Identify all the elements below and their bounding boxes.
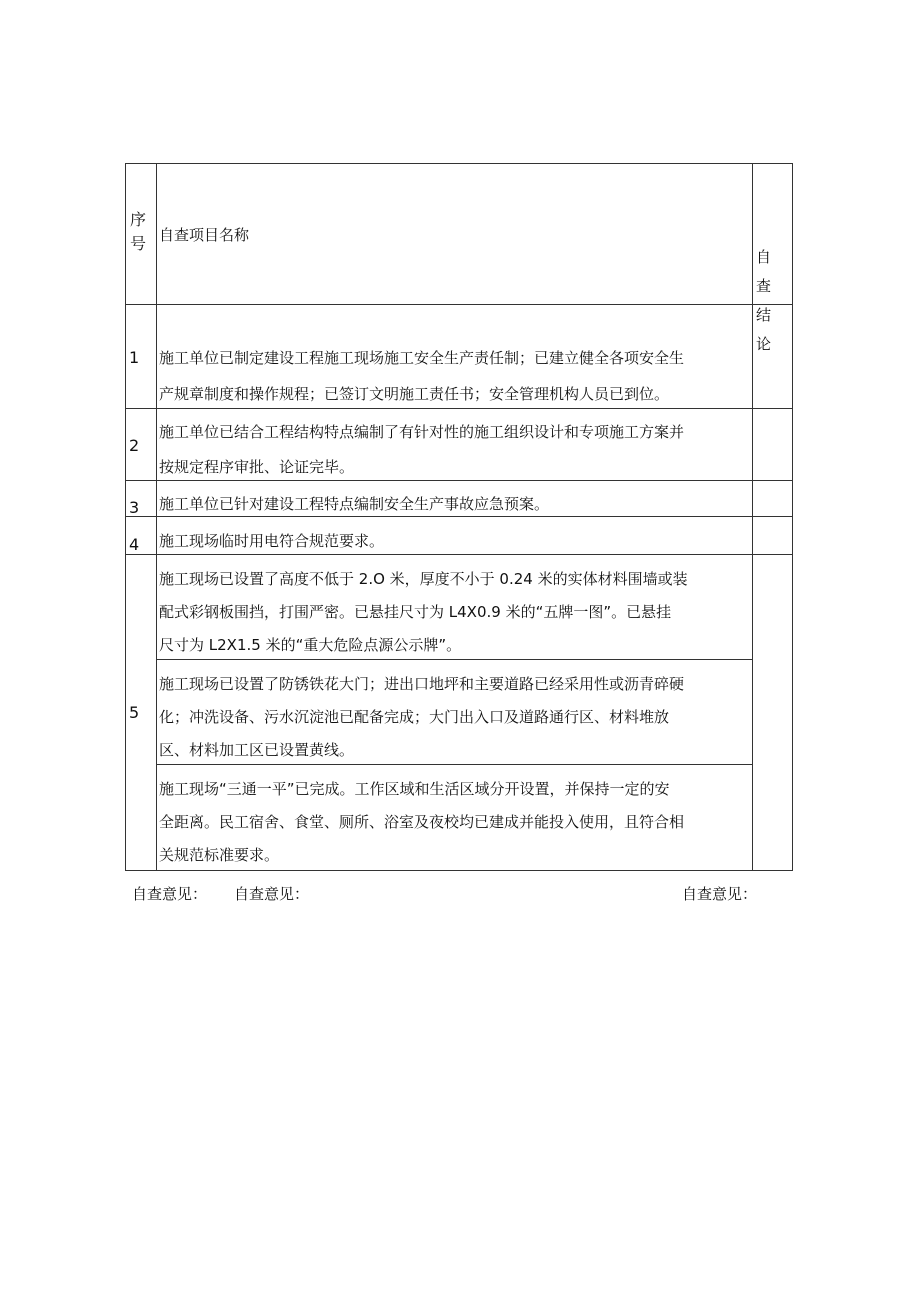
- row-5a-line-1: 施工现场已设置了高度不低于 2.O 米，厚度不小于 0.24 米的实体材料围墙或装: [159, 570, 688, 588]
- header-item-label: 自查项目名称: [159, 226, 250, 244]
- row-5b-line-2: 化；冲洗设备、污水沉淀池已配备完成；大门出入口及道路通行区、材料堆放: [159, 708, 670, 726]
- row-1-line-1: 施工单位已制定建设工程施工现场施工安全生产责任制；已建立健全各项安全生: [159, 349, 685, 367]
- footer-opinion-2: 自查意见：: [234, 885, 310, 903]
- footer-opinion-3: 自查意见：: [682, 885, 758, 903]
- row-5a-line-3: 尺寸为 L2X1.5 米的“重大危险点源公示牌”。: [159, 636, 462, 654]
- row-5-num: 5: [129, 703, 140, 722]
- row-4-line-1: 施工现场临时用电符合规范要求。: [159, 532, 385, 550]
- row-5c-line-1: 施工现场“三通一平”已完成。工作区域和生活区域分开设置，并保持一定的安: [159, 780, 670, 798]
- header-num-label: 序 号: [130, 210, 147, 253]
- row-4-num: 4: [129, 535, 140, 554]
- row-2-line-1: 施工单位已结合工程结构特点编制了有针对性的施工组织设计和专项施工方案并: [159, 423, 685, 441]
- self-inspection-table: [125, 163, 793, 871]
- row-3-line-1: 施工单位已针对建设工程特点编制安全生产事故应急预案。: [159, 495, 550, 513]
- row-5c-line-2: 全距离。民工宿舍、食堂、厕所、浴室及夜校均已建成并能投入使用，且符合相: [159, 813, 685, 831]
- row-5a-line-2: 配式彩钢板围挡，打围严密。已悬挂尺寸为 L4X0.9 米的“五牌一图”。已悬挂: [159, 603, 672, 621]
- row-2-num: 2: [129, 436, 140, 455]
- row-divider-header: [126, 304, 792, 305]
- row-5b-line-3: 区、材料加工区已设置黄线。: [159, 741, 355, 759]
- col-divider-2: [752, 164, 753, 870]
- row-3-num: 3: [129, 498, 140, 517]
- row-5c-line-3: 关规范标准要求。: [159, 846, 280, 864]
- footer-opinion-1: 自查意见：: [132, 885, 208, 903]
- header-conclusion-label: 自 查 结论: [756, 248, 780, 353]
- row-5b-line-1: 施工现场已设置了防锈铁花大门；进出口地坪和主要道路已经采用性或沥青碎硬: [159, 675, 685, 693]
- row-1-num: 1: [129, 348, 140, 367]
- row-1-line-2: 产规章制度和操作规程；已签订文明施工责任书；安全管理机构人员已到位。: [159, 385, 670, 403]
- row-2-line-2: 按规定程序审批、论证完毕。: [159, 458, 355, 476]
